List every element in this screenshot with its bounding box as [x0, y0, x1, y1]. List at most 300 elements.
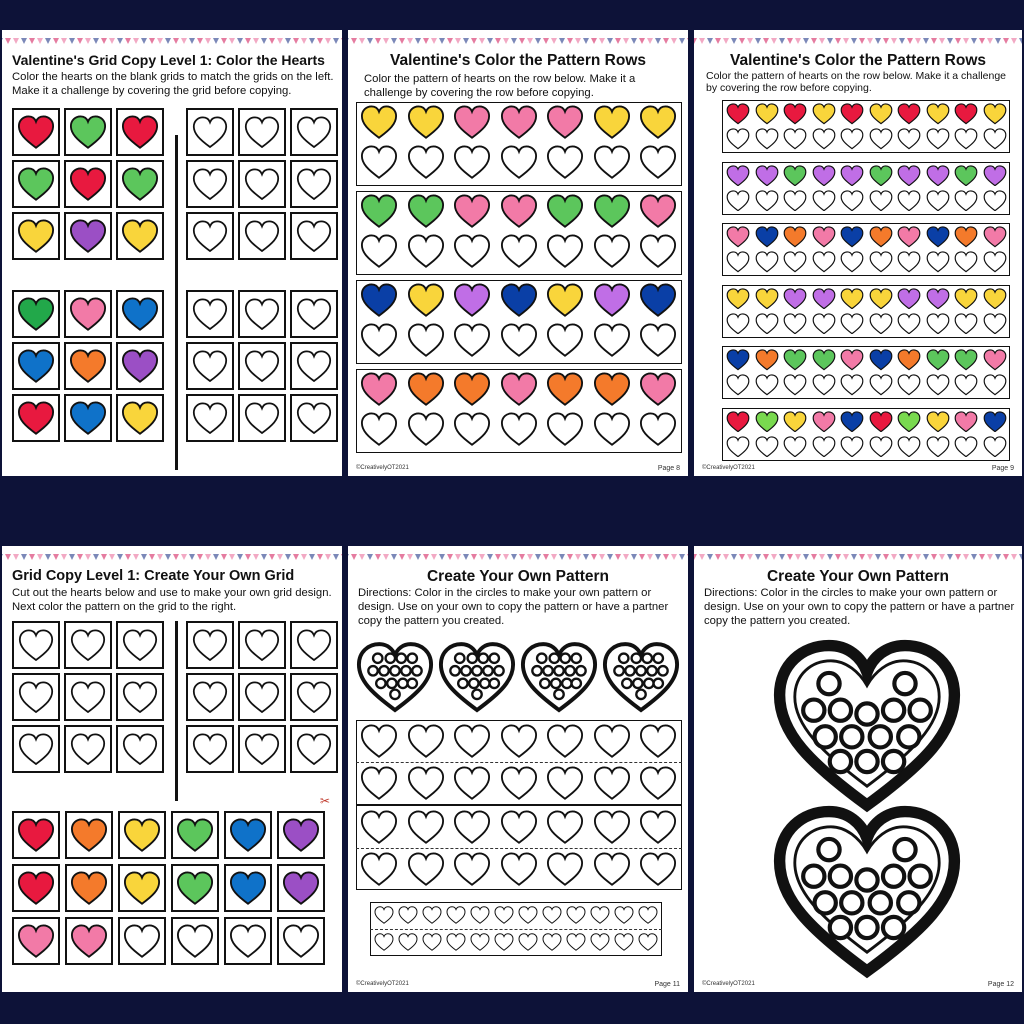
heart-icon: [726, 288, 750, 310]
blank-heart[interactable]: [812, 436, 836, 458]
blank-heart[interactable]: [897, 436, 921, 458]
blank-heart[interactable]: [639, 852, 677, 886]
mini-heart[interactable]: [638, 906, 658, 924]
mini-heart[interactable]: [542, 933, 562, 951]
heart-icon: [296, 733, 332, 765]
blank-grid-cell[interactable]: [290, 290, 338, 338]
grid-cell[interactable]: [12, 673, 60, 721]
heart-icon: [407, 766, 445, 800]
blank-heart[interactable]: [360, 852, 398, 886]
blank-heart[interactable]: [783, 313, 807, 335]
heart-icon: [546, 852, 584, 886]
blank-heart[interactable]: [897, 128, 921, 150]
blank-heart[interactable]: [983, 313, 1007, 335]
blank-heart[interactable]: [812, 190, 836, 212]
blank-grid-cell[interactable]: [186, 394, 234, 442]
mini-heart[interactable]: [494, 906, 514, 924]
heart-icon: [869, 411, 893, 433]
mini-heart[interactable]: [494, 933, 514, 951]
blank-heart[interactable]: [546, 145, 584, 179]
heart-icon: [192, 116, 228, 148]
heart-icon: [954, 288, 978, 310]
page-directions: Directions: Color in the circles to make your own pattern or design. Use on your own to copy the pattern or have a partner copy the pattern you created.: [358, 587, 669, 627]
heart-icon: [566, 933, 586, 951]
heart-icon: [566, 906, 586, 924]
page-footer: [356, 981, 680, 988]
grid-cell[interactable]: [64, 621, 112, 669]
heart-icon: [755, 251, 779, 273]
blank-heart[interactable]: [897, 313, 921, 335]
heart-icon: [374, 906, 394, 924]
blank-heart[interactable]: [926, 190, 950, 212]
pattern-heart: [500, 194, 538, 228]
pattern-heart: [840, 226, 864, 248]
heart-icon: [783, 313, 807, 335]
dot-heart-icon[interactable]: [772, 638, 962, 813]
blank-heart[interactable]: [755, 313, 779, 335]
dot-heart-icon[interactable]: [436, 641, 518, 713]
heart-icon: [360, 234, 398, 268]
mini-heart[interactable]: [638, 933, 658, 951]
blank-heart[interactable]: [453, 323, 491, 357]
page-directions: Color the pattern of hearts on the row below. Make it a challenge by covering the row before copying.: [364, 73, 636, 99]
blank-heart[interactable]: [546, 724, 584, 758]
grid-cell[interactable]: [64, 725, 112, 773]
heart-icon: [897, 349, 921, 371]
pattern-heart: [869, 226, 893, 248]
blank-heart[interactable]: [726, 128, 750, 150]
mini-heart[interactable]: [614, 906, 634, 924]
blank-grid-cell[interactable]: [238, 673, 286, 721]
heart-icon: [446, 906, 466, 924]
grid-cell[interactable]: [12, 621, 60, 669]
heart-icon: [783, 190, 807, 212]
mini-heart[interactable]: [590, 933, 610, 951]
worksheet-page-8: [348, 30, 688, 476]
blank-heart[interactable]: [983, 374, 1007, 396]
blank-heart[interactable]: [897, 251, 921, 273]
heart-icon: [500, 372, 538, 406]
blank-heart[interactable]: [453, 412, 491, 446]
grid-divider: [175, 621, 178, 801]
blank-heart[interactable]: [926, 374, 950, 396]
blank-heart[interactable]: [812, 374, 836, 396]
blank-heart[interactable]: [983, 436, 1007, 458]
blank-heart[interactable]: [500, 234, 538, 268]
blank-heart[interactable]: [593, 412, 631, 446]
blank-heart[interactable]: [897, 374, 921, 396]
mini-heart[interactable]: [518, 906, 538, 924]
blank-heart[interactable]: [639, 724, 677, 758]
pattern-heart: [840, 288, 864, 310]
blank-grid-cell[interactable]: [238, 108, 286, 156]
heart-icon: [542, 906, 562, 924]
copyright-label: ©CreativelyOT2021: [702, 981, 755, 987]
blank-heart[interactable]: [726, 313, 750, 335]
pattern-heart: [407, 194, 445, 228]
blank-heart[interactable]: [360, 766, 398, 800]
blank-heart[interactable]: [755, 251, 779, 273]
pattern-heart: [783, 288, 807, 310]
heart-icon: [840, 128, 864, 150]
heart-icon: [453, 412, 491, 446]
pattern-heart: [926, 349, 950, 371]
blank-heart[interactable]: [869, 190, 893, 212]
blank-heart[interactable]: [783, 436, 807, 458]
blank-heart[interactable]: [453, 234, 491, 268]
blank-heart[interactable]: [983, 128, 1007, 150]
heart-icon: [954, 251, 978, 273]
blank-heart[interactable]: [783, 374, 807, 396]
blank-grid-cell[interactable]: [290, 108, 338, 156]
blank-heart[interactable]: [869, 251, 893, 273]
heart-icon: [638, 906, 658, 924]
heart-icon: [983, 436, 1007, 458]
grid-cell[interactable]: [64, 673, 112, 721]
blank-heart[interactable]: [639, 234, 677, 268]
cutout-heart-cell[interactable]: [12, 864, 60, 912]
heart-icon: [926, 436, 950, 458]
mini-heart[interactable]: [518, 933, 538, 951]
blank-heart[interactable]: [840, 190, 864, 212]
page-number: Page 12: [987, 981, 1014, 988]
cutout-heart-cell[interactable]: [118, 864, 166, 912]
blank-heart[interactable]: [407, 234, 445, 268]
heart-icon: [453, 852, 491, 886]
dot-heart-icon[interactable]: [600, 641, 682, 713]
blank-heart[interactable]: [954, 190, 978, 212]
heart-icon: [407, 194, 445, 228]
blank-heart[interactable]: [869, 313, 893, 335]
mini-heart[interactable]: [590, 906, 610, 924]
blank-heart[interactable]: [500, 766, 538, 800]
mini-heart[interactable]: [566, 933, 586, 951]
heart-icon: [500, 810, 538, 844]
mini-heart[interactable]: [422, 906, 442, 924]
page-directions: Color the pattern of hearts on the row below. Make it a challenge by covering the row before copying.: [706, 70, 1007, 94]
blank-heart[interactable]: [360, 145, 398, 179]
mini-heart[interactable]: [614, 933, 634, 951]
heart-icon: [229, 818, 267, 852]
blank-grid-cell[interactable]: [290, 160, 338, 208]
grid-cell[interactable]: [116, 673, 164, 721]
pattern-heart: [755, 411, 779, 433]
blank-heart[interactable]: [755, 190, 779, 212]
blank-heart[interactable]: [639, 810, 677, 844]
blank-heart[interactable]: [983, 190, 1007, 212]
mini-heart[interactable]: [374, 933, 394, 951]
heart-icon: [407, 283, 445, 317]
blank-heart[interactable]: [726, 436, 750, 458]
blank-heart[interactable]: [453, 810, 491, 844]
blank-heart[interactable]: [593, 852, 631, 886]
blank-heart[interactable]: [453, 766, 491, 800]
pattern-heart: [897, 411, 921, 433]
cutout-heart-cell[interactable]: [277, 864, 325, 912]
blank-heart[interactable]: [546, 810, 584, 844]
blank-heart[interactable]: [407, 724, 445, 758]
blank-heart[interactable]: [926, 128, 950, 150]
cutout-heart-cell[interactable]: [171, 864, 219, 912]
blank-grid-cell[interactable]: [238, 621, 286, 669]
blank-heart[interactable]: [840, 374, 864, 396]
heart-icon: [926, 288, 950, 310]
mini-heart[interactable]: [422, 933, 442, 951]
blank-heart[interactable]: [726, 374, 750, 396]
cutout-heart-cell[interactable]: [65, 917, 113, 965]
blank-grid-cell[interactable]: [186, 160, 234, 208]
blank-grid-cell[interactable]: [186, 673, 234, 721]
dot-heart-icon[interactable]: [772, 804, 962, 979]
blank-heart[interactable]: [546, 766, 584, 800]
blank-heart[interactable]: [869, 374, 893, 396]
heart-icon: [812, 374, 836, 396]
pattern-heart: [546, 283, 584, 317]
cutout-heart-cell[interactable]: [65, 811, 113, 859]
heart-icon: [593, 234, 631, 268]
blank-grid-cell[interactable]: [238, 725, 286, 773]
blank-heart[interactable]: [360, 323, 398, 357]
blank-heart[interactable]: [593, 323, 631, 357]
grid-cell[interactable]: [12, 725, 60, 773]
mini-heart[interactable]: [398, 906, 418, 924]
dot-heart-icon[interactable]: [354, 641, 436, 713]
pattern-heart: [546, 194, 584, 228]
heart-icon: [546, 234, 584, 268]
blank-heart[interactable]: [639, 766, 677, 800]
heart-icon: [398, 906, 418, 924]
heart-icon: [244, 681, 280, 713]
bunting-decoration: [2, 554, 342, 562]
blank-heart[interactable]: [840, 251, 864, 273]
blank-heart[interactable]: [755, 128, 779, 150]
blank-heart[interactable]: [812, 128, 836, 150]
heart-icon: [869, 128, 893, 150]
mini-heart[interactable]: [446, 933, 466, 951]
blank-grid-cell[interactable]: [186, 725, 234, 773]
cutout-heart-cell[interactable]: [118, 917, 166, 965]
blank-heart[interactable]: [453, 145, 491, 179]
heart-icon: [453, 194, 491, 228]
blank-grid-cell[interactable]: [290, 621, 338, 669]
blank-heart[interactable]: [546, 412, 584, 446]
page-footer: [356, 465, 680, 472]
heart-icon: [869, 103, 893, 125]
heart-icon: [639, 323, 677, 357]
blank-heart[interactable]: [954, 313, 978, 335]
cutout-heart-cell[interactable]: [171, 811, 219, 859]
blank-heart[interactable]: [840, 436, 864, 458]
pattern-heart: [840, 349, 864, 371]
blank-heart[interactable]: [500, 810, 538, 844]
blank-grid-cell[interactable]: [186, 290, 234, 338]
blank-grid-cell[interactable]: [186, 621, 234, 669]
blank-grid-cell[interactable]: [238, 160, 286, 208]
cutout-heart-cell[interactable]: [118, 811, 166, 859]
heart-icon: [954, 190, 978, 212]
heart-icon: [812, 165, 836, 187]
pattern-heart: [840, 411, 864, 433]
mini-heart[interactable]: [446, 906, 466, 924]
blank-heart[interactable]: [755, 374, 779, 396]
mini-heart[interactable]: [542, 906, 562, 924]
blank-heart[interactable]: [840, 128, 864, 150]
blank-heart[interactable]: [783, 190, 807, 212]
dot-heart-icon[interactable]: [518, 641, 600, 713]
cutout-heart-cell[interactable]: [224, 811, 272, 859]
blank-heart[interactable]: [639, 145, 677, 179]
blank-heart[interactable]: [360, 412, 398, 446]
cutout-heart-cell[interactable]: [12, 811, 60, 859]
blank-heart[interactable]: [869, 436, 893, 458]
heart-icon: [296, 298, 332, 330]
blank-heart[interactable]: [407, 852, 445, 886]
cutout-heart-cell[interactable]: [12, 917, 60, 965]
pattern-heart: [593, 105, 631, 139]
blank-heart[interactable]: [926, 251, 950, 273]
mini-heart[interactable]: [374, 906, 394, 924]
mini-heart[interactable]: [470, 906, 490, 924]
grid-divider: [175, 135, 178, 470]
heart-icon: [954, 103, 978, 125]
pattern-heart: [726, 165, 750, 187]
heart-icon: [69, 297, 107, 331]
blank-heart[interactable]: [783, 128, 807, 150]
grid-cell[interactable]: [116, 725, 164, 773]
heart-icon: [546, 283, 584, 317]
blank-heart[interactable]: [897, 190, 921, 212]
blank-heart[interactable]: [360, 724, 398, 758]
heart-icon: [446, 933, 466, 951]
blank-heart[interactable]: [954, 436, 978, 458]
blank-heart[interactable]: [593, 145, 631, 179]
blank-heart[interactable]: [500, 724, 538, 758]
pattern-heart: [954, 103, 978, 125]
blank-heart[interactable]: [755, 436, 779, 458]
mini-heart[interactable]: [398, 933, 418, 951]
heart-icon: [593, 105, 631, 139]
blank-heart[interactable]: [360, 810, 398, 844]
blank-heart[interactable]: [593, 810, 631, 844]
blank-heart[interactable]: [926, 313, 950, 335]
blank-heart[interactable]: [926, 436, 950, 458]
heart-icon: [614, 906, 634, 924]
blank-heart[interactable]: [546, 234, 584, 268]
heart-icon: [755, 288, 779, 310]
cutout-heart-cell[interactable]: [277, 917, 325, 965]
blank-heart[interactable]: [783, 251, 807, 273]
cutout-heart-cell[interactable]: [171, 917, 219, 965]
blank-heart[interactable]: [840, 313, 864, 335]
blank-heart[interactable]: [812, 251, 836, 273]
blank-heart[interactable]: [500, 852, 538, 886]
blank-heart[interactable]: [593, 766, 631, 800]
blank-grid-cell[interactable]: [290, 725, 338, 773]
pattern-heart: [407, 372, 445, 406]
grid-cell[interactable]: [116, 621, 164, 669]
blank-heart[interactable]: [983, 251, 1007, 273]
heart-icon: [840, 411, 864, 433]
blank-heart[interactable]: [593, 234, 631, 268]
blank-grid-cell[interactable]: [186, 108, 234, 156]
blank-heart[interactable]: [500, 145, 538, 179]
blank-heart[interactable]: [954, 251, 978, 273]
mini-heart[interactable]: [470, 933, 490, 951]
mini-heart[interactable]: [566, 906, 586, 924]
heart-icon: [639, 852, 677, 886]
blank-heart[interactable]: [726, 251, 750, 273]
heart-icon: [726, 190, 750, 212]
grid-cell: [116, 342, 164, 390]
heart-icon: [983, 411, 1007, 433]
blank-heart[interactable]: [500, 412, 538, 446]
blank-heart[interactable]: [407, 766, 445, 800]
pattern-heart: [500, 105, 538, 139]
pattern-heart: [926, 226, 950, 248]
blank-heart[interactable]: [546, 852, 584, 886]
blank-heart[interactable]: [453, 724, 491, 758]
blank-heart[interactable]: [954, 128, 978, 150]
blank-grid-cell[interactable]: [238, 290, 286, 338]
blank-grid-cell[interactable]: [186, 212, 234, 260]
heart-icon: [897, 226, 921, 248]
blank-grid-cell[interactable]: [186, 342, 234, 390]
blank-heart[interactable]: [593, 724, 631, 758]
cutout-heart-cell[interactable]: [65, 864, 113, 912]
blank-heart[interactable]: [407, 412, 445, 446]
blank-heart[interactable]: [954, 374, 978, 396]
blank-heart[interactable]: [812, 313, 836, 335]
cutout-heart-cell[interactable]: [224, 864, 272, 912]
blank-heart[interactable]: [407, 810, 445, 844]
blank-heart[interactable]: [639, 323, 677, 357]
blank-grid-cell[interactable]: [290, 394, 338, 442]
pattern-heart: [926, 411, 950, 433]
blank-heart[interactable]: [453, 852, 491, 886]
blank-grid-cell[interactable]: [290, 342, 338, 390]
heart-icon: [518, 906, 538, 924]
blank-heart[interactable]: [360, 234, 398, 268]
heart-icon: [783, 411, 807, 433]
heart-icon: [983, 349, 1007, 371]
heart-icon: [840, 436, 864, 458]
heart-icon: [638, 933, 658, 951]
blank-heart[interactable]: [500, 323, 538, 357]
heart-icon: [639, 724, 677, 758]
blank-grid-cell[interactable]: [290, 673, 338, 721]
blank-heart[interactable]: [869, 128, 893, 150]
heart-icon: [755, 436, 779, 458]
blank-grid-cell[interactable]: [238, 342, 286, 390]
blank-grid-cell[interactable]: [290, 212, 338, 260]
page-number: Page 9: [991, 465, 1014, 472]
blank-heart[interactable]: [639, 412, 677, 446]
page-title: Valentine's Grid Copy Level 1: Color the Hearts: [12, 52, 325, 68]
heart-icon: [494, 906, 514, 924]
blank-heart[interactable]: [546, 323, 584, 357]
blank-heart[interactable]: [407, 323, 445, 357]
heart-icon: [983, 288, 1007, 310]
blank-grid-cell[interactable]: [238, 394, 286, 442]
blank-grid-cell[interactable]: [238, 212, 286, 260]
blank-heart[interactable]: [407, 145, 445, 179]
blank-heart[interactable]: [726, 190, 750, 212]
grid-cell: [64, 212, 112, 260]
heart-icon: [546, 145, 584, 179]
cutout-heart-cell[interactable]: [224, 917, 272, 965]
cutout-heart-cell[interactable]: [277, 811, 325, 859]
pattern-heart: [546, 105, 584, 139]
